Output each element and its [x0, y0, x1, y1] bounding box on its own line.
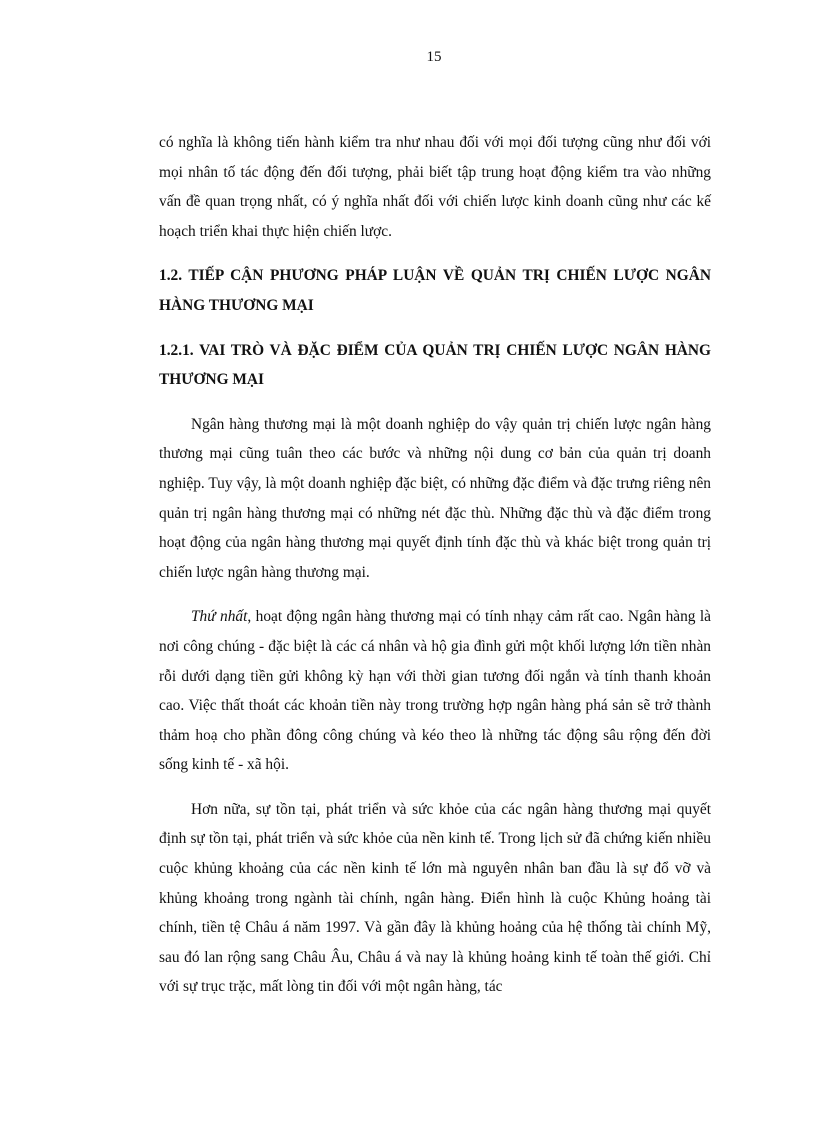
paragraph-first-point-text: , hoạt động ngân hàng thương mại có tính nhạy cảm rất cao. Ngân hàng là nơi công chúng - đặc biệt là các cá nhân và hộ gia đình gửi một khối lượng lớn tiền nhàn rỗi dưới dạng tiền gửi không kỳ hạn với thời gian tương đối ngắn và tính thanh khoản cao. Việc thất thoát các khoản tiền này trong trường hợp ngân hàng phá sản sẽ trở thành thảm hoạ cho phần đông công chúng và kéo theo là những tác động sâu rộng đến đời sống kinh tế - xã hội. — [159, 608, 711, 774]
page-number: 15 — [426, 49, 442, 65]
document-body — [159, 128, 711, 1017]
paragraph-intro: Ngân hàng thương mại là một doanh nghiệp do vậy quản trị chiến lược ngân hàng thương mại cũng tuân theo các bước và những nội dung cơ bản của quản trị doanh nghiệp. Tuy vậy, là một doanh nghiệp đặc biệt, có những đặc điểm và đặc trưng riêng nên quản trị ngân hàng thương mại có những nét đặc thù. Những đặc thù và đặc điểm trong hoạt động của ngân hàng thương mại quyết định tính đặc thù và khác biệt trong quản trị chiến lược ngân hàng thương mại. — [159, 415, 711, 581]
italic-lead: Thứ nhất — [191, 608, 248, 626]
paragraph-furthermore: Hơn nữa, sự tồn tại, phát triển và sức khỏe của các ngân hàng thương mại quyết định sự tồn tại, phát triển và sức khỏe của nền kinh tế. Trong lịch sử đã chứng kiến nhiều cuộc khủng khoảng của các nền kinh tế lớn mà nguyên nhân ban đầu là sự đổ vỡ và khủng khoảng trong ngành tài chính, ngân hàng. Điển hình là cuộc Khủng hoảng tài chính, tiền tệ Châu á năm 1997. Và gần đây là khủng hoảng của hệ thống tài chính Mỹ, sau đó lan rộng sang Châu Âu, Châu á và nay là khủng hoảng kinh tế toàn thế giới. Chỉ với sự trục trặc, mất lòng tin đối với một ngân hàng, tác — [159, 800, 711, 996]
subsection-heading-1-2-1: 1.2.1. VAI TRÒ VÀ ĐẶC ĐIỂM CỦA QUẢN TRỊ CHIẾN LƯỢC NGÂN HÀNG THƯƠNG MẠI — [159, 341, 711, 389]
paragraph-first-point — [159, 602, 711, 780]
section-heading-1-2: 1.2. TIẾP CẬN PHƯƠNG PHÁP LUẬN VỀ QUẢN TRỊ CHIẾN LƯỢC NGÂN HÀNG THƯƠNG MẠI — [159, 267, 711, 314]
paragraph-continuation: có nghĩa là không tiến hành kiểm tra như nhau đối với mọi đối tượng cũng như đối với mọi nhân tố tác động đến đối tượng, phải biết tập trung hoạt động kiểm tra vào những vấn đề quan trọng nhất, có ý nghĩa nhất đối với chiến lược kinh doanh cũng như các kế hoạch triển khai thực hiện chiến lược. — [159, 134, 711, 240]
